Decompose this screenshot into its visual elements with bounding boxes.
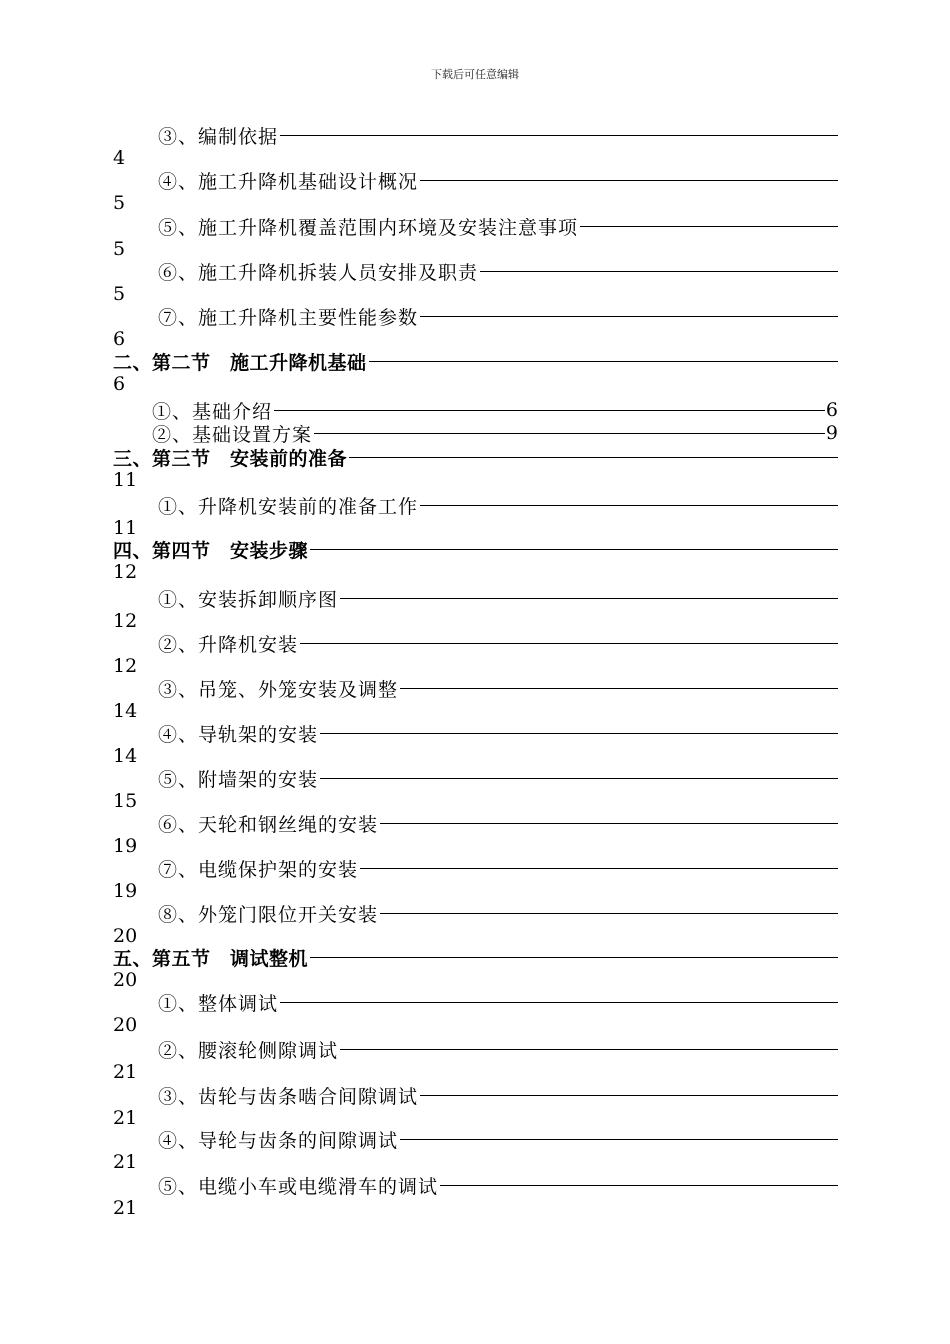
toc-leader-line	[400, 1139, 838, 1140]
toc-entry[interactable]	[0, 991, 950, 1037]
toc-entry[interactable]	[0, 902, 950, 948]
toc-page-number: 5	[113, 238, 126, 260]
toc-page-number: 14	[113, 745, 138, 767]
toc-entry-line	[158, 767, 838, 789]
toc-entry-line	[113, 446, 838, 468]
toc-entry[interactable]	[0, 812, 950, 858]
toc-entry[interactable]	[0, 677, 950, 723]
toc-page-number: 21	[113, 1107, 138, 1129]
toc-entry[interactable]	[0, 260, 950, 306]
toc-entry-line	[113, 538, 838, 560]
toc-page-number: 6	[113, 373, 126, 395]
toc-page-number: 6	[825, 399, 838, 421]
toc-page-number: 9	[825, 422, 838, 444]
toc-item-title: ①、升降机安装前的准备工作	[158, 495, 419, 516]
toc-section-title: 四、第四节 安装步骤	[113, 539, 309, 560]
toc-leader-line	[310, 957, 838, 958]
toc-leader-line	[420, 180, 838, 181]
toc-item-title: ⑤、附墙架的安装	[158, 768, 319, 789]
toc-page-number: 20	[113, 925, 138, 947]
toc-item-title: ②、基础设置方案	[152, 423, 313, 444]
toc-entry-line	[158, 587, 838, 609]
toc-leader-line	[380, 913, 838, 914]
toc-item-title: ⑦、电缆保护架的安装	[158, 858, 359, 879]
toc-page-number: 21	[113, 1151, 138, 1173]
toc-item-title: ①、安装拆卸顺序图	[158, 588, 339, 609]
toc-entry[interactable]	[0, 1038, 950, 1084]
toc-item-title: ②、升降机安装	[158, 633, 299, 654]
toc-page-number: 14	[113, 700, 138, 722]
toc-item-title: ④、施工升降机基础设计概况	[158, 170, 419, 191]
toc-leader-line	[314, 433, 825, 434]
toc-entry-line	[158, 677, 838, 699]
toc-page-number: 12	[113, 561, 138, 583]
toc-page-number: 19	[113, 880, 138, 902]
toc-leader-line	[320, 733, 838, 734]
toc-entry[interactable]	[0, 857, 950, 903]
toc-page-number: 12	[113, 610, 138, 632]
toc-page-number: 20	[113, 969, 138, 991]
toc-entry-line	[158, 857, 838, 879]
toc-entry[interactable]	[0, 494, 950, 540]
toc-leader-line	[400, 688, 838, 689]
toc-page-number: 4	[113, 147, 126, 169]
toc-entry-line	[158, 1038, 838, 1060]
toc-leader-line	[280, 135, 838, 136]
toc-section-title: 五、第五节 调试整机	[113, 947, 309, 968]
toc-item-title: ④、导轨架的安装	[158, 723, 319, 744]
toc-page-number: 15	[113, 790, 138, 812]
toc-entry-line	[158, 260, 838, 282]
toc-item-title: ⑤、施工升降机覆盖范围内环境及安装注意事项	[158, 216, 579, 237]
toc-leader-line	[274, 410, 825, 411]
toc-entry-line	[158, 1128, 838, 1150]
toc-entry[interactable]	[0, 305, 950, 351]
toc-leader-line	[480, 271, 838, 272]
toc-entry-line	[158, 632, 838, 654]
toc-page-number: 20	[113, 1014, 138, 1036]
toc-leader-line	[340, 598, 838, 599]
toc-entry[interactable]	[0, 399, 950, 423]
toc-item-title: ⑤、电缆小车或电缆滑车的调试	[158, 1175, 439, 1196]
toc-leader-line	[340, 1049, 838, 1050]
toc-entry[interactable]	[0, 422, 950, 446]
toc-entry-line	[158, 494, 838, 516]
toc-leader-line	[280, 1002, 838, 1003]
toc-section-title: 三、第三节 安装前的准备	[113, 447, 348, 468]
toc-entry[interactable]	[0, 1174, 950, 1220]
toc-item-title: ③、吊笼、外笼安装及调整	[158, 678, 399, 699]
toc-entry-line	[113, 350, 838, 372]
toc-item-title: ①、基础介绍	[152, 400, 273, 421]
toc-entry[interactable]	[0, 722, 950, 768]
toc-leader-line	[440, 1185, 838, 1186]
toc-item-title: ⑧、外笼门限位开关安装	[158, 903, 379, 924]
toc-entry[interactable]	[0, 538, 950, 584]
toc-entry[interactable]	[0, 1084, 950, 1130]
toc-entry[interactable]	[0, 767, 950, 813]
toc-entry[interactable]	[0, 215, 950, 261]
toc-entry[interactable]	[0, 632, 950, 678]
toc-item-title: ⑦、施工升降机主要性能参数	[158, 306, 419, 327]
toc-entry-line	[158, 1174, 838, 1196]
toc-item-title: ②、腰滚轮侧隙调试	[158, 1039, 339, 1060]
toc-entry-line	[152, 399, 838, 421]
toc-entry-line	[158, 991, 838, 1013]
toc-entry[interactable]	[0, 169, 950, 215]
toc-page-number: 6	[113, 328, 126, 350]
toc-section-title: 二、第二节 施工升降机基础	[113, 351, 367, 372]
toc-entry[interactable]	[0, 350, 950, 396]
toc-item-title: ⑥、施工升降机拆装人员安排及职责	[158, 261, 479, 282]
toc-page-number: 11	[113, 469, 138, 491]
toc-page-number: 5	[113, 192, 126, 214]
toc-leader-line	[380, 823, 838, 824]
toc-item-title: ①、整体调试	[158, 992, 279, 1013]
toc-leader-line	[310, 549, 838, 550]
toc-leader-line	[420, 505, 838, 506]
toc-leader-line	[420, 1095, 838, 1096]
toc-entry-line	[158, 722, 838, 744]
toc-entry[interactable]	[0, 124, 950, 170]
toc-entry-line	[158, 215, 838, 237]
toc-page-number: 12	[113, 655, 138, 677]
toc-entry-line	[158, 1084, 838, 1106]
toc-page-number: 19	[113, 835, 138, 857]
toc-leader-line	[369, 361, 838, 362]
toc-leader-line	[420, 316, 838, 317]
toc-entry-line	[152, 422, 838, 444]
toc-item-title: ④、导轮与齿条的间隙调试	[158, 1129, 399, 1150]
toc-entry-line	[158, 902, 838, 924]
toc-page-number: 21	[113, 1197, 138, 1219]
toc-leader-line	[360, 868, 838, 869]
toc-page-number: 5	[113, 283, 126, 305]
toc-entry[interactable]	[0, 946, 950, 992]
toc-leader-line	[580, 226, 838, 227]
toc-item-title: ③、齿轮与齿条啮合间隙调试	[158, 1085, 419, 1106]
toc-entry[interactable]	[0, 446, 950, 492]
toc-item-title: ⑥、天轮和钢丝绳的安装	[158, 813, 379, 834]
toc-leader-line	[349, 457, 838, 458]
toc-entry-line	[158, 124, 838, 146]
toc-page-number: 21	[113, 1061, 138, 1083]
page-header: 下载后可任意编辑	[431, 68, 519, 81]
toc-entry[interactable]	[0, 1128, 950, 1174]
toc-entry-line	[158, 812, 838, 834]
toc-leader-line	[320, 778, 838, 779]
toc-page-number: 11	[113, 517, 138, 539]
toc-entry-line	[113, 946, 838, 968]
toc-entry-line	[158, 169, 838, 191]
toc-entry[interactable]	[0, 587, 950, 633]
toc-leader-line	[300, 643, 838, 644]
toc-item-title: ③、编制依据	[158, 125, 279, 146]
toc-entry-line	[158, 305, 838, 327]
